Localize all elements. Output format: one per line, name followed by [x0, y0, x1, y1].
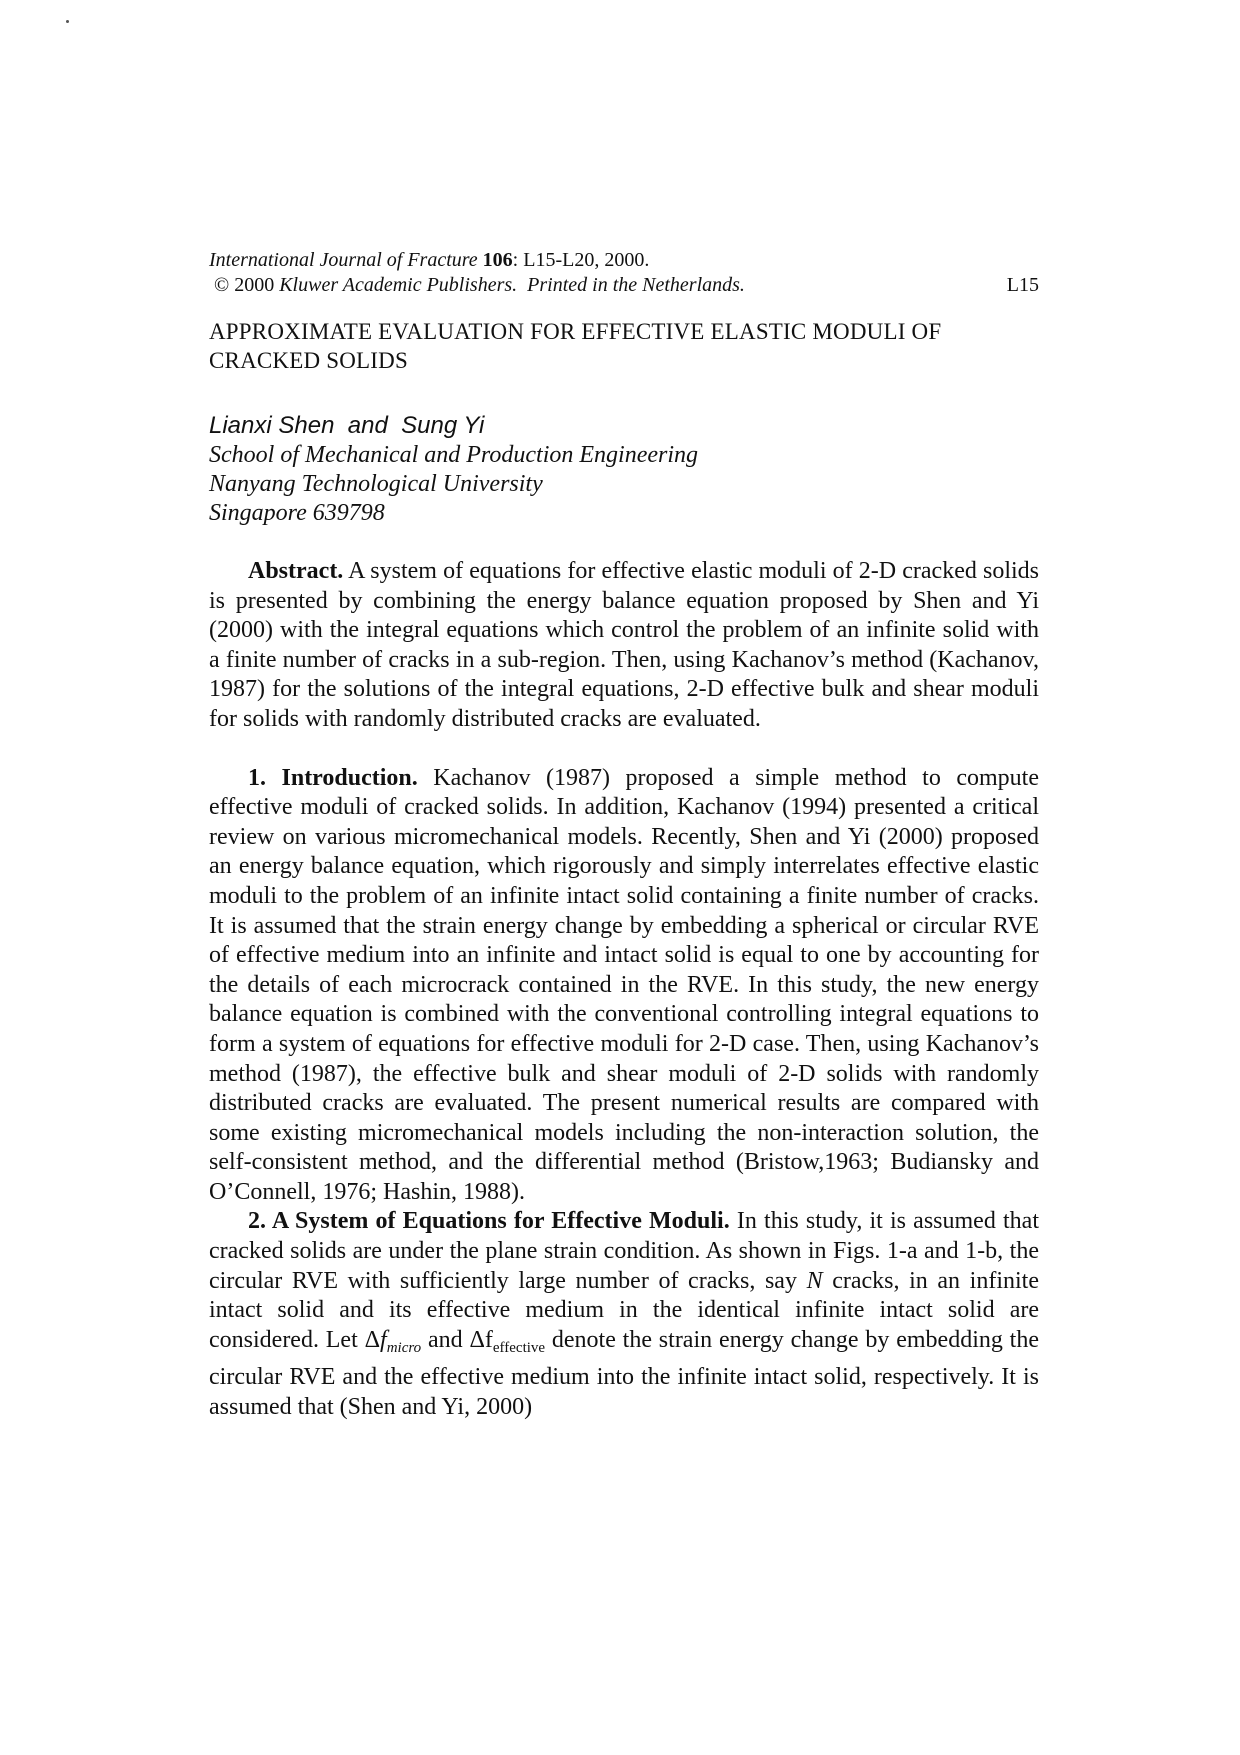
- printed-note: Printed in the Netherlands.: [527, 274, 745, 296]
- affiliation-city: Singapore 639798: [209, 500, 385, 526]
- abstract-heading: Abstract.: [248, 558, 344, 584]
- delta-f-micro: [364, 1326, 422, 1356]
- introduction-heading: 1. Introduction.: [248, 764, 418, 791]
- symbol-n: N: [806, 1267, 823, 1294]
- delta-symbol: Δ: [364, 1326, 381, 1353]
- abstract: [209, 557, 1039, 735]
- title-line-1: APPROXIMATE EVALUATION FOR EFFECTIVE ELASTIC MODULI OF: [209, 319, 942, 344]
- abstract-text: A system of equations for effective elastic moduli of 2-D cracked solids is presented by combining the energy balance equation proposed by Shen and Yi (2000) with the integral equations which control the problem of an infinite solid with a finite number of cracks in a sub-region. Then, using Kachanov’s method (Kachanov, 1987) for the solutions of the integral equations, 2-D effective bulk and shear moduli for solids with randomly distributed cracks are evaluated.: [209, 558, 1039, 732]
- affiliation: [209, 441, 1039, 528]
- scan-speck: [66, 20, 69, 23]
- affiliation-university: Nanyang Technological University: [209, 471, 543, 497]
- delta-f-effective: [469, 1326, 546, 1356]
- affiliation-school: School of Mechanical and Production Engineering: [209, 442, 699, 468]
- page-number: L15: [1006, 274, 1039, 296]
- journal-name: International Journal of Fracture: [209, 249, 478, 271]
- copyright: © 2000: [214, 274, 275, 296]
- f-symbol: f: [380, 1326, 387, 1353]
- section-2-text-b: cracks, in an infinite intact solid and its effective medium in the identical infinite intact solid are considered. Let: [209, 1267, 1039, 1353]
- paper-page: [209, 248, 1039, 1423]
- introduction-text: Kachanov (1987) proposed a simple method to compute effective moduli of cracked solids. In addition, Kachanov (1994) presented a critical review on various micromechanical models. Recently, Shen and Yi (2000) proposed an energy balance equation, which rigorously and simply interrelates effective elastic moduli to the problem of an infinite intact solid containing a finite number of cracks. It is assumed that the strain energy change by embedding a spherical or circular RVE of effective medium into an infinite and intact solid is equal to one by accounting for the details of each microcrack contained in the RVE. In this study, the new energy balance equation is combined with the conventional controlling integral equations to form a system of equations for effective moduli for 2-D case. Then, using Kachanov’s method (1987), the effective bulk and shear moduli of 2-D solids with randomly distributed cracks are evaluated. The present numerical results are compared with some existing micromechanical models including the non-interaction solution, the self-consistent method, and the differential method (Bristow,1963; Budiansky and O’Connell, 1976; Hashin, 1988).: [209, 764, 1039, 1205]
- paper-title: [209, 317, 1039, 375]
- journal-header: [209, 248, 1039, 298]
- journal-volume: 106: [482, 249, 513, 271]
- introduction-section: [209, 764, 1039, 1208]
- section-2-text-a: In this study, it is assumed that cracked solids are under the plane strain condition. As shown in Figs. 1-a and 1-b, the circular RVE with sufficiently large number of cracks, say: [209, 1208, 1039, 1294]
- copyright-line: [209, 273, 1039, 298]
- subscript-micro: micro: [386, 1339, 422, 1356]
- title-line-2: CRACKED SOLIDS: [209, 348, 408, 373]
- section-2: [209, 1207, 1039, 1422]
- section-2-text-c: and: [421, 1326, 470, 1353]
- journal-pages: : L15-L20, 2000.: [512, 249, 650, 271]
- delta-f-symbol: Δf: [469, 1326, 493, 1353]
- section-2-heading: 2. A System of Equations for Effective Moduli.: [248, 1208, 730, 1235]
- citation-line: [209, 248, 1039, 273]
- authors: Lianxi Shen and Sung Yi: [209, 412, 485, 439]
- section-2-text-d: denote the strain energy change by embedding the circular RVE and the effective medium into the infinite intact solid, respectively. It is assumed that (Shen and Yi, 2000): [209, 1326, 1039, 1421]
- subscript-effective: effective: [492, 1339, 546, 1356]
- publisher: Kluwer Academic Publishers.: [279, 274, 518, 296]
